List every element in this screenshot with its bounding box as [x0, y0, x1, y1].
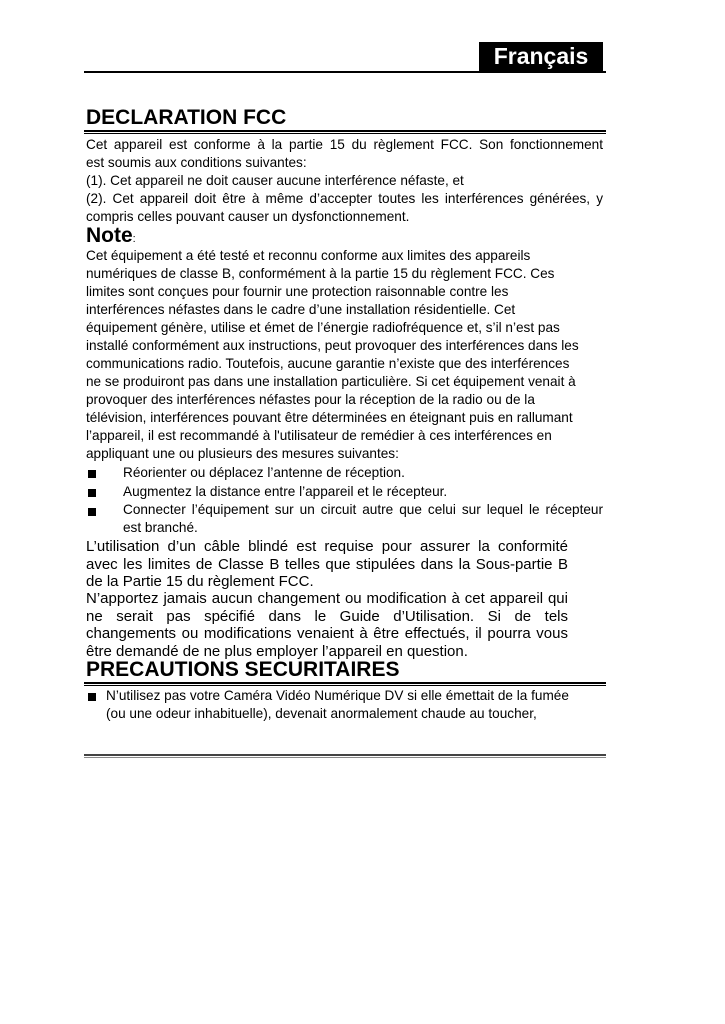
modification-line: N’apportez jamais aucun changement ou modification à cet appareil qui	[86, 590, 568, 607]
measure-item	[123, 464, 603, 482]
language-tab: Français	[479, 42, 603, 71]
note-colon: :	[132, 233, 136, 245]
note-line: Cet équipement a été testé et reconnu conforme aux limites des appareils	[86, 248, 531, 263]
modification-paragraph	[86, 590, 568, 660]
safety-heading-rule	[84, 682, 606, 686]
safety-item	[106, 687, 603, 723]
note-paragraph	[86, 247, 603, 463]
measure-bullet-icon	[88, 465, 96, 483]
note-line: ne se produiront pas dans une installation particulière. Si cet équipement venait à	[86, 374, 576, 389]
measure-text: est branché.	[123, 520, 198, 535]
modification-line: ne serait pas spécifié dans le Guide d’Utilisation. Si de tels	[86, 607, 568, 625]
safety-bullet-icon	[88, 688, 96, 706]
note-line: numériques de classe B, conformément à la partie 15 du règlement FCC. Ces	[86, 266, 555, 281]
modification-line: être demandé de ne plus employer l’appareil en question.	[86, 642, 468, 660]
measure-text: Réorienter ou déplacez l’antenne de réception.	[123, 465, 405, 480]
safety-item-line: (ou une odeur inhabituelle), devenait anormalement chaude au toucher,	[106, 706, 537, 721]
fcc-intro-line: (1). Cet appareil ne doit causer aucune interférence néfaste, et	[86, 173, 464, 188]
note-line: équipement génère, utilise et émet de l’énergie radiofréquence et, s’il n’est pas	[86, 320, 560, 335]
shielded-cable-paragraph	[86, 538, 568, 591]
note-line: provoquer des interférences néfastes pour la réception de la radio ou de la	[86, 392, 535, 407]
shielded-cable-line: de la Partie 15 du règlement FCC.	[86, 573, 314, 590]
fcc-intro	[86, 136, 603, 226]
safety-item-line: N’utilisez pas votre Caméra Vidéo Numérique DV si elle émettait de la fumée	[106, 688, 569, 703]
fcc-heading-rule	[84, 130, 606, 134]
header-rule	[84, 71, 606, 73]
safety-heading: PRECAUTIONS SECURITAIRES	[86, 658, 400, 681]
fcc-intro-line: (2). Cet appareil doit être à même d’accepter toutes les interférences générées, y	[86, 191, 603, 206]
fcc-heading: DECLARATION FCC	[86, 106, 287, 129]
note-line: installé conformément aux instructions, peut provoquer des interférences dans les	[86, 338, 579, 353]
footer-rule	[84, 754, 606, 758]
measure-text: Augmentez la distance entre l’appareil et le récepteur.	[123, 484, 448, 499]
note-line: appliquant une ou plusieurs des mesures suivantes:	[86, 446, 399, 461]
note-line: interférences néfastes dans le cadre d’une installation résidentielle. Cet	[86, 302, 516, 317]
note-line: télévision, interférences pouvant être déterminées en éteignant puis en rallumant	[86, 410, 573, 425]
note-line: limites sont conçues pour fournir une protection raisonnable contre les	[86, 284, 509, 299]
fcc-intro-line: est soumis aux conditions suivantes:	[86, 155, 307, 170]
shielded-cable-line: avec les limites de Classe B telles que stipulées dans la Sous-partie B	[86, 555, 568, 573]
note-line: communications radio. Toutefois, aucune garantie n’existe que des interférences	[86, 356, 570, 371]
measure-bullet-icon	[88, 484, 96, 502]
measure-item	[123, 483, 603, 501]
fcc-intro-line: Cet appareil est conforme à la partie 15 du règlement FCC. Son fonctionnement	[86, 137, 603, 152]
modification-line: changements ou modifications venaient à être effectués, il pourra vous	[86, 625, 568, 642]
note-line: l’appareil, il est recommandé à l'utilisateur de remédier à ces interférences en	[86, 428, 552, 443]
measure-item	[123, 501, 603, 537]
shielded-cable-line: L’utilisation d’un câble blindé est requise pour assurer la conformité	[86, 538, 568, 555]
measure-text: Connecter l’équipement sur un circuit autre que celui sur lequel le récepteur	[123, 502, 603, 517]
note-label: Note	[86, 224, 133, 247]
measure-bullet-icon	[88, 503, 96, 521]
fcc-intro-line: compris celles pouvant causer un dysfonctionnement.	[86, 209, 410, 224]
